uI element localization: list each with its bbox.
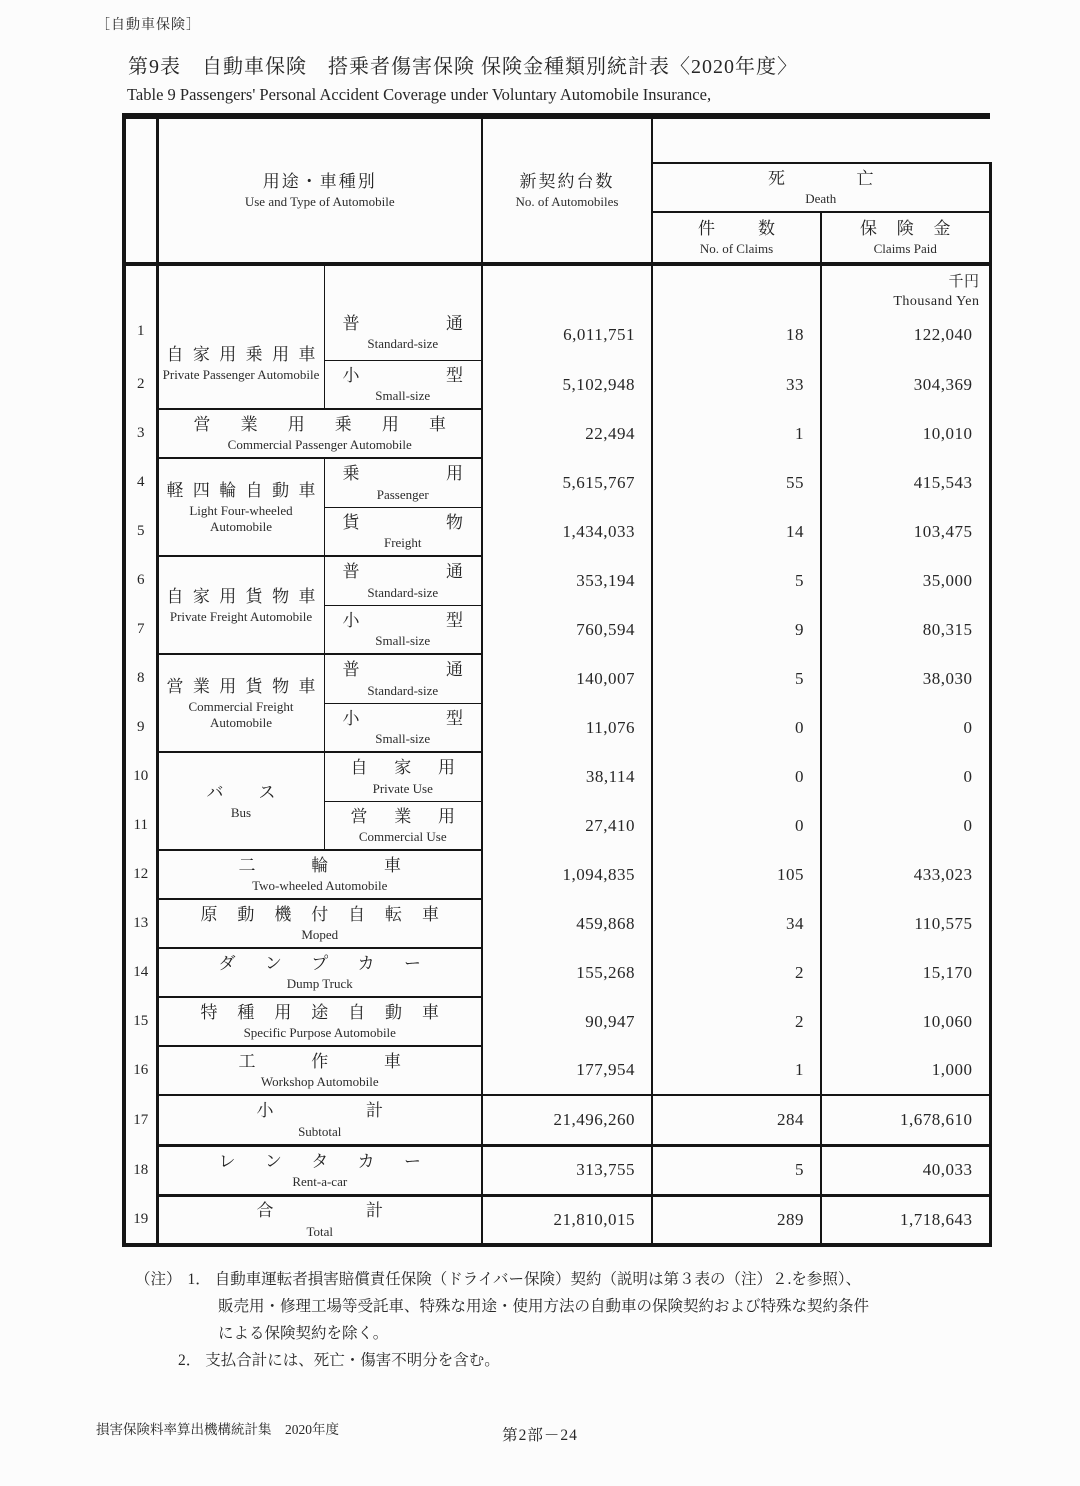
value-claims: 0 [652, 752, 821, 801]
type-sub-en: Passenger [376, 486, 429, 502]
type-cell [157, 1046, 482, 1095]
row-number: 11 [124, 801, 157, 850]
row-number: 18 [124, 1145, 157, 1195]
type-group-cell [157, 556, 324, 654]
value-automobiles: 5,615,767 [482, 458, 652, 507]
row-number: 12 [124, 850, 157, 899]
table-row [124, 458, 990, 507]
type-sub-en: Private Use [372, 780, 433, 796]
type-sub-ja: 普 通 [342, 313, 463, 333]
type-en: Total [306, 1223, 334, 1239]
type-sub-cell [324, 507, 482, 556]
value-claims: 14 [652, 507, 821, 556]
type-en: Workshop Automobile [260, 1074, 379, 1090]
type-sub-cell [324, 264, 482, 360]
table-row [124, 654, 990, 703]
table-row [124, 409, 990, 458]
type-sub-ja: 普 通 [342, 660, 463, 680]
type-sub-cell [324, 556, 482, 605]
value-claims: 1 [652, 1046, 821, 1095]
row-number: 4 [124, 458, 157, 507]
header-number-cell [124, 116, 157, 264]
value-automobiles: 155,268 [482, 948, 652, 997]
use-type-label-en: Use and Type of Automobile [244, 194, 395, 210]
row-number: 17 [124, 1095, 157, 1145]
type-sub-ja: 乗 用 [342, 464, 463, 484]
type-sub-ja: 営 業 用 [350, 806, 455, 826]
type-sub-en: Standard-size [367, 336, 439, 352]
value-paid: 10,010 [821, 409, 990, 458]
header-row-1 [124, 116, 990, 163]
value-automobiles: 27,410 [482, 801, 652, 850]
type-group-en: Bus [230, 804, 252, 820]
row-number: 10 [124, 752, 157, 801]
claims-label-en: No. of Claims [699, 241, 774, 257]
type-cell [157, 1195, 482, 1245]
type-ja: 小 計 [256, 1101, 383, 1121]
value-automobiles: 90,947 [482, 997, 652, 1046]
value-automobiles: 11,076 [482, 703, 652, 752]
value-automobiles: 760,594 [482, 605, 652, 654]
value-automobiles: 6,011,751 [482, 264, 652, 360]
value-automobiles: 21,810,015 [482, 1195, 652, 1245]
page-title: 第9表 自動車保険 搭乗者傷害保険 保険金種類別統計表〈2020年度〉 [128, 56, 798, 78]
page-subtitle: Table 9 Passengers' Personal Accident Coverage under Voluntary Automobile Insurance, [127, 85, 712, 104]
value-paid: 10,060 [821, 997, 990, 1046]
table-row [124, 1145, 990, 1195]
value-paid: 0 [821, 801, 990, 850]
type-sub-en: Commercial Use [358, 829, 447, 845]
automobiles-label-en: No. of Automobiles [515, 194, 619, 210]
type-sub-cell [324, 752, 482, 801]
note-line [135, 1266, 1015, 1293]
value-claims: 18 [652, 264, 821, 360]
value-automobiles: 313,755 [482, 1145, 652, 1195]
value-paid: 40,033 [821, 1145, 990, 1195]
claims-label-ja: 件 数 [698, 219, 775, 239]
automobiles-label-ja: 新契約台数 [519, 172, 615, 192]
type-cell [157, 1145, 482, 1195]
row-number: 3 [124, 409, 157, 458]
value-claims: 9 [652, 605, 821, 654]
header-claims-cell [652, 212, 821, 264]
header-use-type-cell [157, 116, 482, 264]
value-paid: 0 [821, 703, 990, 752]
paid-label-ja: 保 険 金 [860, 219, 951, 239]
type-group-cell [157, 458, 324, 556]
footer-source: 損害保険料率算出機構統計集 2020年度 [96, 1422, 339, 1437]
type-sub-cell [324, 801, 482, 850]
type-ja: レ ン タ カ ー [218, 1151, 421, 1171]
type-cell [157, 899, 482, 948]
row-number: 5 [124, 507, 157, 556]
type-sub-cell [324, 703, 482, 752]
value-claims: 2 [652, 997, 821, 1046]
type-en: Subtotal [298, 1123, 342, 1139]
table-row [124, 264, 990, 360]
value-claims: 34 [652, 899, 821, 948]
value-automobiles: 5,102,948 [482, 360, 652, 409]
value-paid: 1,000 [821, 1046, 990, 1095]
type-sub-ja: 貨 物 [342, 512, 463, 532]
type-sub-en: Standard-size [367, 584, 439, 600]
type-ja: ダ ン プ カ ー [218, 954, 421, 974]
type-group-en: Light Four-wheeled Automobile [189, 503, 293, 534]
type-sub-ja: 自 家 用 [350, 758, 455, 778]
type-sub-en: Standard-size [367, 682, 439, 698]
type-sub-ja: 普 通 [342, 562, 463, 582]
notes [135, 1266, 1015, 1374]
header-paid-cell [821, 212, 990, 264]
value-paid: 1,718,643 [821, 1195, 990, 1245]
row-number: 6 [124, 556, 157, 605]
unit-ja: 千円 [948, 274, 980, 290]
value-paid: 15,170 [821, 948, 990, 997]
note-text: 支払合計には、死亡・傷害不明分を含む。 [205, 1352, 500, 1369]
type-sub-cell [324, 654, 482, 703]
type-en: Dump Truck [286, 976, 353, 992]
type-sub-ja: 小 型 [342, 610, 463, 630]
unit-label [893, 273, 979, 311]
type-ja: 合 計 [256, 1201, 383, 1221]
header-automobiles-cell [482, 116, 652, 264]
value-claims: 0 [652, 801, 821, 850]
table-row-subtotal [124, 1095, 990, 1145]
row-number: 2 [124, 360, 157, 409]
header-gap-cell [652, 116, 990, 163]
type-group-cell [157, 654, 324, 752]
type-cell [157, 997, 482, 1046]
value-claims: 55 [652, 458, 821, 507]
type-sub-ja: 小 型 [342, 708, 463, 728]
note-label: （注） [135, 1271, 182, 1288]
value-paid: 110,575 [821, 899, 990, 948]
type-group-ja: バ ス [206, 782, 276, 802]
type-sub-cell [324, 605, 482, 654]
note-line: による保険契約を除く。 [218, 1325, 389, 1342]
type-group-en: Private Passenger Automobile [162, 366, 320, 382]
table-row [124, 997, 990, 1046]
value-claims: 289 [652, 1195, 821, 1245]
value-claims: 1 [652, 409, 821, 458]
type-group-ja: 軽 四 輪 自 動 車 [166, 481, 316, 501]
value-paid: 304,369 [821, 360, 990, 409]
type-group-ja: 自 家 用 乗 用 車 [166, 344, 316, 364]
type-en: Specific Purpose Automobile [243, 1025, 396, 1041]
table-row [124, 1046, 990, 1095]
type-cell [157, 850, 482, 899]
value-paid: 0 [821, 752, 990, 801]
note-line: 販売用・修理工場等受託車、特殊な用途・使用方法の自動車の保険契約および特殊な契約条件 [218, 1298, 870, 1315]
value-claims: 284 [652, 1095, 821, 1145]
value-claims: 2 [652, 948, 821, 997]
paid-label-en: Claims Paid [873, 241, 937, 257]
type-group-en: Commercial Freight Automobile [188, 699, 294, 730]
value-automobiles: 177,954 [482, 1046, 652, 1095]
type-sub-cell [324, 458, 482, 507]
type-sub-ja: 小 型 [342, 365, 463, 385]
value-claims: 33 [652, 360, 821, 409]
row-number: 14 [124, 948, 157, 997]
type-en: Two-wheeled Automobile [252, 878, 388, 894]
value-paid: 35,000 [821, 556, 990, 605]
type-sub-en: Small-size [375, 731, 431, 747]
type-cell [157, 409, 482, 458]
value-paid: 千円 Thousand Yen 122,040 [821, 264, 990, 360]
value-paid: 415,543 [821, 458, 990, 507]
row-number: 8 [124, 654, 157, 703]
type-ja: 工 作 車 [238, 1052, 401, 1072]
unit-en: Thousand Yen [893, 293, 980, 309]
value-automobiles: 1,094,835 [482, 850, 652, 899]
type-cell [157, 948, 482, 997]
row-number: 13 [124, 899, 157, 948]
type-ja: 特 種 用 途 自 動 車 [200, 1003, 439, 1023]
row-number: 16 [124, 1046, 157, 1095]
value-automobiles: 459,868 [482, 899, 652, 948]
row-number: 1 [124, 264, 157, 360]
note-number: 2． [178, 1352, 202, 1369]
value-paid: 103,475 [821, 507, 990, 556]
row-number: 15 [124, 997, 157, 1046]
table-row [124, 948, 990, 997]
note-text: 自動車運転者損害賠償責任保険（ドライバー保険）契約（説明は第３表の（注）２.を参照）、 [214, 1271, 862, 1288]
header-death-cell [652, 163, 990, 212]
value-automobiles: 353,194 [482, 556, 652, 605]
row-number: 19 [124, 1195, 157, 1245]
corner-tag: ［自動車保険］ [96, 18, 201, 33]
value-automobiles: 1,434,033 [482, 507, 652, 556]
type-ja: 原 動 機 付 自 転 車 [200, 905, 439, 925]
type-group-cell [157, 264, 324, 409]
type-sub-en: Freight [383, 535, 422, 551]
note-number: 1． [187, 1271, 211, 1288]
death-label-ja: 死 亡 [768, 169, 874, 189]
row-number: 7 [124, 605, 157, 654]
value-paid: 38,030 [821, 654, 990, 703]
table-row [124, 556, 990, 605]
value-paid: 80,315 [821, 605, 990, 654]
type-sub-en: Small-size [375, 633, 431, 649]
type-sub-cell [324, 360, 482, 409]
value-claims: 0 [652, 703, 821, 752]
value-paid: 1,678,610 [821, 1095, 990, 1145]
value-claims: 5 [652, 556, 821, 605]
type-group-cell [157, 752, 324, 850]
type-group-ja: 自 家 用 貨 物 車 [166, 586, 316, 606]
death-label-en: Death [805, 191, 837, 207]
value-claims: 105 [652, 850, 821, 899]
use-type-label-ja: 用途・車種別 [262, 172, 377, 192]
table-row [124, 752, 990, 801]
type-en: Rent-a-car [292, 1173, 348, 1189]
value-automobiles: 22,494 [482, 409, 652, 458]
table-row-total [124, 1195, 990, 1245]
type-group-en: Private Freight Automobile [169, 608, 313, 624]
type-group-ja: 営 業 用 貨 物 車 [166, 677, 316, 697]
value-automobiles: 21,496,260 [482, 1095, 652, 1145]
type-cell [157, 1095, 482, 1145]
type-sub-en: Small-size [375, 388, 431, 404]
type-en: Commercial Passenger Automobile [227, 437, 412, 453]
footer-page-number: 第2部－24 [502, 1427, 578, 1444]
row-number: 9 [124, 703, 157, 752]
type-ja: 営 業 用 乗 用 車 [193, 415, 446, 435]
value-automobiles: 140,007 [482, 654, 652, 703]
type-en: Moped [301, 927, 339, 943]
value-claims: 5 [652, 654, 821, 703]
statistics-table [122, 113, 992, 1247]
value-automobiles: 38,114 [482, 752, 652, 801]
note-line [172, 1347, 1015, 1374]
table-row [124, 850, 990, 899]
value-paid: 433,023 [821, 850, 990, 899]
type-ja: 二 輪 車 [238, 856, 401, 876]
value-claims: 5 [652, 1145, 821, 1195]
table-row [124, 899, 990, 948]
